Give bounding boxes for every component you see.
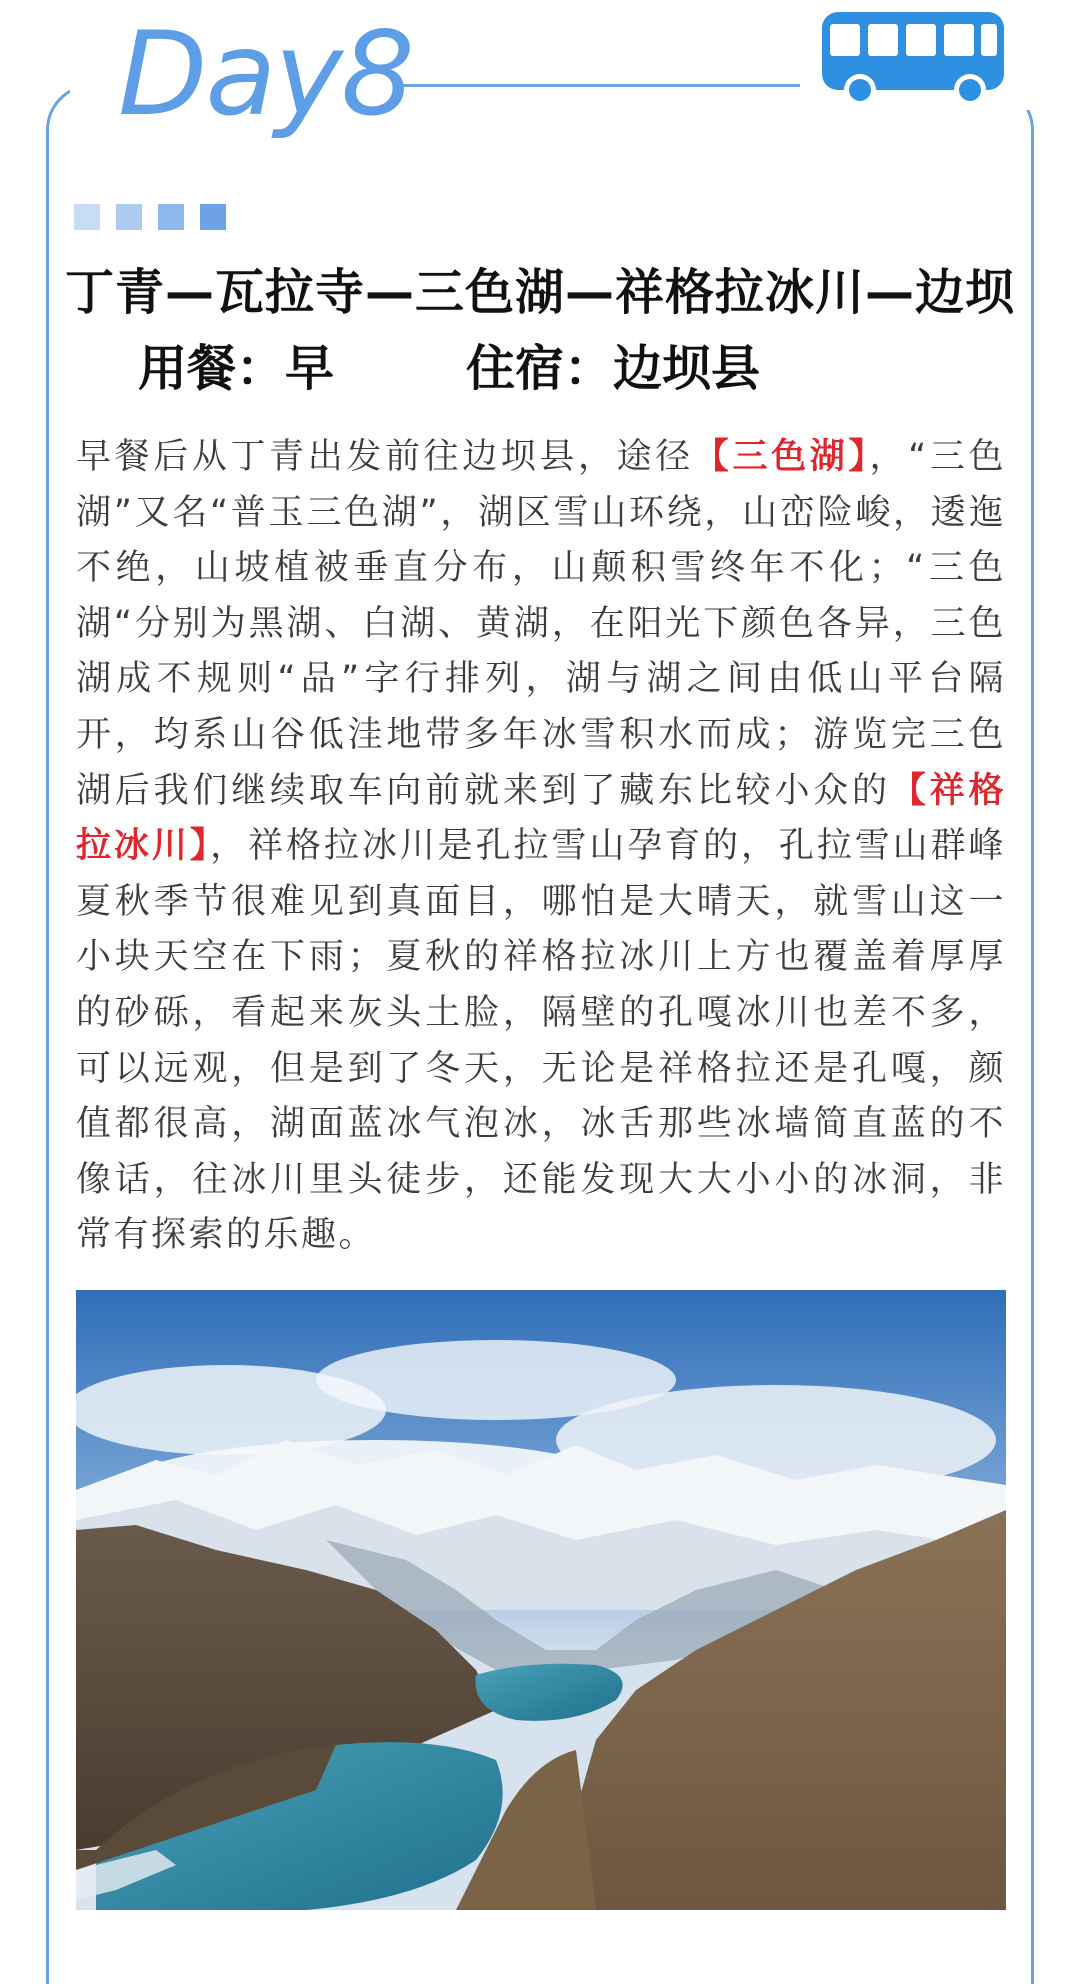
meal-label: 用餐：早	[138, 340, 335, 397]
square-2	[116, 204, 142, 230]
description-part-3: ，祥格拉冰川是孔拉雪山孕育的，孔拉雪山群峰夏秋季节很难见到真面目，哪怕是大晴天，就雪山这一小块天空在下雨；夏秋的祥格拉冰川上方也覆盖着厚厚的砂砾，看起来灰头土脸，隔壁的孔嘎冰川也差不多，可以远观，但是到了冬天，无论是祥格拉还是孔嘎，颜值都很高，湖面蓝冰气泡冰，冰舌那些冰墙简直蓝的不像话，往冰川里头徒步，还能发现大大小小的冰洞，非常有探索的乐趣。	[76, 826, 1006, 1256]
highlight-xianggela-glacier: 【祥格拉冰川】	[76, 770, 1006, 867]
day-description	[76, 430, 1006, 1264]
square-1	[74, 204, 100, 230]
square-4	[200, 204, 226, 230]
square-3	[158, 204, 184, 230]
meals-lodging-row	[138, 334, 760, 404]
decorative-squares	[74, 204, 226, 230]
description-part-2: ，“三色湖”又名“普玉三色湖”，湖区雪山环绕，山峦险峻，逶迤不绝，山坡植被垂直分布，山颠积雪终年不化；“三色湖“分别为黑湖、白湖、黄湖，在阳光下颜色各异，三色湖成不规则“品”字行排列，湖与湖之间由低山平台隔开，均系山谷低洼地带多年冰雪积水而成；游览完三色湖后我们继续取车向前就来到了藏东比较小众的	[76, 437, 1006, 811]
highlight-sanse-lake: 【三色湖】	[693, 437, 870, 477]
lodging-label: 住宿：边坝县	[466, 340, 761, 397]
bus-icon	[818, 8, 1008, 108]
description-part-1: 早餐后从丁青出发前往边坝县，途径	[76, 437, 694, 477]
landscape-photo	[76, 1290, 1006, 1910]
day-title: Day8	[118, 7, 413, 142]
route-title: 丁青—瓦拉寺—三色湖—祥格拉冰川—边坝	[64, 264, 1015, 321]
